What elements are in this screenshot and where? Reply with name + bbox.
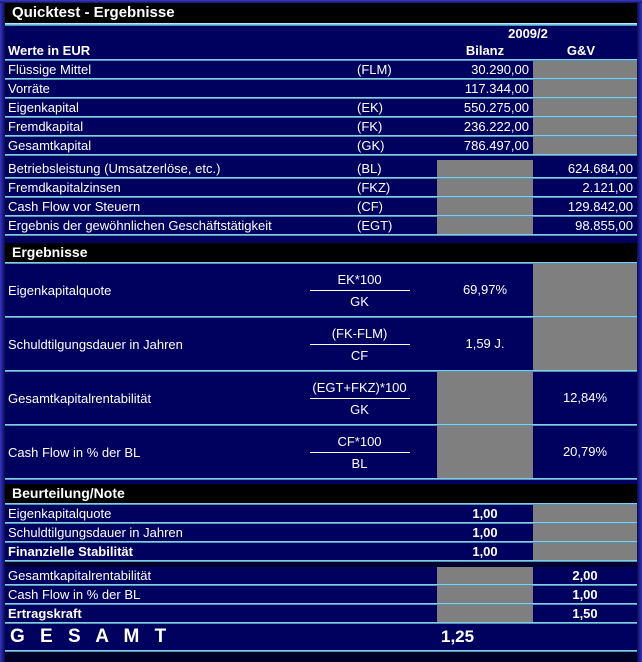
- blocked-cell: [437, 198, 533, 215]
- blocked-cell: [533, 61, 637, 78]
- row-code: (BL): [357, 161, 382, 176]
- row-code: (EK): [357, 100, 383, 115]
- formula-numerator: CF*100: [337, 433, 382, 449]
- ratio-result-bilanz: 69,97%: [462, 282, 508, 297]
- values-in-eur-label: Werte in EUR: [8, 43, 91, 58]
- blocked-cell: [533, 118, 637, 135]
- guv-value-cell: 1,00: [572, 587, 598, 602]
- row-code: (FLM): [357, 62, 392, 77]
- total-row: [5, 624, 637, 650]
- pnl-values-group: [5, 160, 637, 236]
- row-label: Fremdkapitalzinsen: [8, 180, 121, 195]
- blocked-cell: [533, 137, 637, 154]
- row-code: [352, 586, 437, 603]
- row-label: Eigenkapitalquote: [8, 506, 112, 521]
- total-value: 1,25: [441, 627, 475, 646]
- row-label: Gesamtkapital: [8, 138, 92, 153]
- guv-value-cell: 2,00: [572, 568, 598, 583]
- quicktest-sheet: [5, 3, 637, 662]
- guv-value-cell[interactable]: 624.684,00: [567, 161, 633, 176]
- row-label: Eigenkapital: [8, 100, 79, 115]
- ratio-row: [5, 372, 637, 424]
- bilanz-value-cell: 1,00: [472, 544, 498, 559]
- table-row: [5, 179, 637, 196]
- row-code: [352, 80, 437, 97]
- row-code: (GK): [357, 138, 385, 153]
- header-spacer: [5, 26, 437, 42]
- ratio-result-bilanz: 1,59 J.: [465, 336, 505, 351]
- blocked-cell: [437, 372, 533, 424]
- bilanz-value-cell: 1,00: [472, 506, 498, 521]
- blocked-cell: [437, 179, 533, 196]
- table-row: [5, 118, 637, 135]
- ratio-formula: [282, 264, 437, 316]
- bilanz-value-cell[interactable]: 117.344,00: [464, 81, 529, 96]
- guv-value-cell[interactable]: 98.855,00: [575, 218, 633, 233]
- row-label: Cash Flow vor Steuern: [8, 199, 141, 214]
- balance-values-group: [5, 61, 637, 156]
- fraction-line: [310, 344, 410, 345]
- row-code: (FK): [357, 119, 383, 134]
- section-spacer: [5, 236, 637, 243]
- row-label: Flüssige Mittel: [8, 62, 92, 77]
- row-code: [352, 567, 437, 584]
- table-row: [5, 505, 637, 522]
- formula-numerator: (EGT+FKZ)*100: [312, 379, 407, 395]
- ratio-label: Gesamtkapitalrentabilität: [8, 390, 152, 406]
- table-row: [5, 137, 637, 154]
- fraction-line: [310, 290, 410, 291]
- table-row: [5, 80, 637, 97]
- table-row: [5, 543, 637, 560]
- bilanz-value-cell[interactable]: 786.497,00: [463, 138, 529, 153]
- page-title-text: Quicktest - Ergebnisse: [12, 4, 175, 21]
- stability-notes-group: [5, 505, 637, 562]
- table-row: [5, 567, 637, 584]
- bilanz-value-cell[interactable]: 236.222,00: [463, 119, 529, 134]
- row-label: Gesamtkapitalrentabilität: [8, 568, 152, 583]
- section-header-ergebnisse: Ergebnisse: [5, 243, 637, 262]
- row-code: (EGT): [357, 218, 393, 233]
- column-header-guv: G&V: [566, 43, 596, 58]
- ratio-results-group: [5, 264, 637, 480]
- ratio-row: [5, 318, 637, 370]
- formula-denominator: GK: [350, 401, 369, 417]
- row-label: Schuldtilgungsdauer in Jahren: [8, 525, 183, 540]
- blocked-cell: [437, 426, 533, 478]
- formula-denominator: GK: [350, 293, 369, 309]
- section-header-beurteilung: Beurteilung/Note: [5, 484, 637, 503]
- formula-numerator: EK*100: [337, 271, 382, 287]
- guv-value-cell: 1,50: [572, 606, 598, 621]
- row-label: Ergebnis der gewöhnlichen Geschäftstätigkeit: [8, 218, 272, 233]
- row-label: Betriebsleistung (Umsatzerlöse, etc.): [8, 161, 221, 176]
- blocked-cell: [533, 80, 637, 97]
- row-label: Finanzielle Stabilität: [8, 544, 133, 559]
- ratio-row: [5, 426, 637, 478]
- ratio-row: [5, 264, 637, 316]
- ratio-label: Schuldtilgungsdauer in Jahren: [8, 336, 183, 352]
- blocked-cell: [533, 318, 637, 370]
- row-label: Ertragskraft: [8, 606, 82, 621]
- table-row: [5, 160, 637, 177]
- table-row: [5, 605, 637, 622]
- row-code: (FKZ): [357, 180, 391, 195]
- table-row: [5, 586, 637, 603]
- formula-denominator: BL: [351, 455, 368, 471]
- column-header-bilanz: Bilanz: [465, 43, 505, 58]
- row-label: Fremdkapital: [8, 119, 84, 134]
- row-code: [352, 505, 437, 522]
- guv-value-cell[interactable]: 129.842,00: [567, 199, 633, 214]
- blocked-cell: [533, 99, 637, 116]
- blocked-cell: [437, 605, 533, 622]
- table-row: [5, 61, 637, 78]
- table-header: [5, 26, 637, 59]
- formula-numerator: (FK-FLM): [331, 325, 388, 341]
- row-label: Vorräte: [8, 81, 50, 96]
- fraction-line: [310, 452, 410, 453]
- ratio-result-guv: 20,79%: [562, 444, 608, 459]
- formula-denominator: CF: [350, 347, 369, 363]
- blocked-cell: [533, 543, 637, 560]
- ratio-label: Cash Flow in % der BL: [8, 444, 141, 460]
- ratio-label: Eigenkapitalquote: [8, 282, 112, 298]
- table-row: [5, 524, 637, 541]
- bilanz-value-cell[interactable]: 30.290,00: [471, 62, 529, 77]
- blocked-cell: [437, 160, 533, 177]
- table-row: [5, 198, 637, 215]
- blocked-cell: [437, 567, 533, 584]
- ratio-formula: [282, 426, 437, 478]
- row-code: [352, 543, 437, 560]
- period-header: 2009/2: [508, 26, 548, 41]
- blocked-cell: [533, 524, 637, 541]
- row-code: [352, 605, 437, 622]
- row-label: Cash Flow in % der BL: [8, 587, 141, 602]
- earning-notes-group: [5, 567, 637, 624]
- bilanz-value-cell[interactable]: 550.275,00: [463, 100, 529, 115]
- ratio-formula: [282, 318, 437, 370]
- row-code: [352, 524, 437, 541]
- ratio-result-guv: 12,84%: [562, 390, 608, 405]
- bilanz-value-cell: 1,00: [472, 525, 498, 540]
- fraction-line: [310, 398, 410, 399]
- blocked-cell: [437, 586, 533, 603]
- window-border-right: [637, 3, 642, 662]
- ratio-formula: [282, 372, 437, 424]
- bottom-filler: [5, 652, 637, 662]
- blocked-cell: [533, 505, 637, 522]
- blocked-cell: [437, 217, 533, 234]
- page-title: [5, 3, 637, 23]
- table-row: [5, 217, 637, 234]
- table-row: [5, 99, 637, 116]
- blocked-cell: [533, 264, 637, 316]
- guv-value-cell[interactable]: 2.121,00: [582, 180, 633, 195]
- total-label: G E S A M T: [10, 626, 172, 647]
- row-code: (CF): [357, 199, 383, 214]
